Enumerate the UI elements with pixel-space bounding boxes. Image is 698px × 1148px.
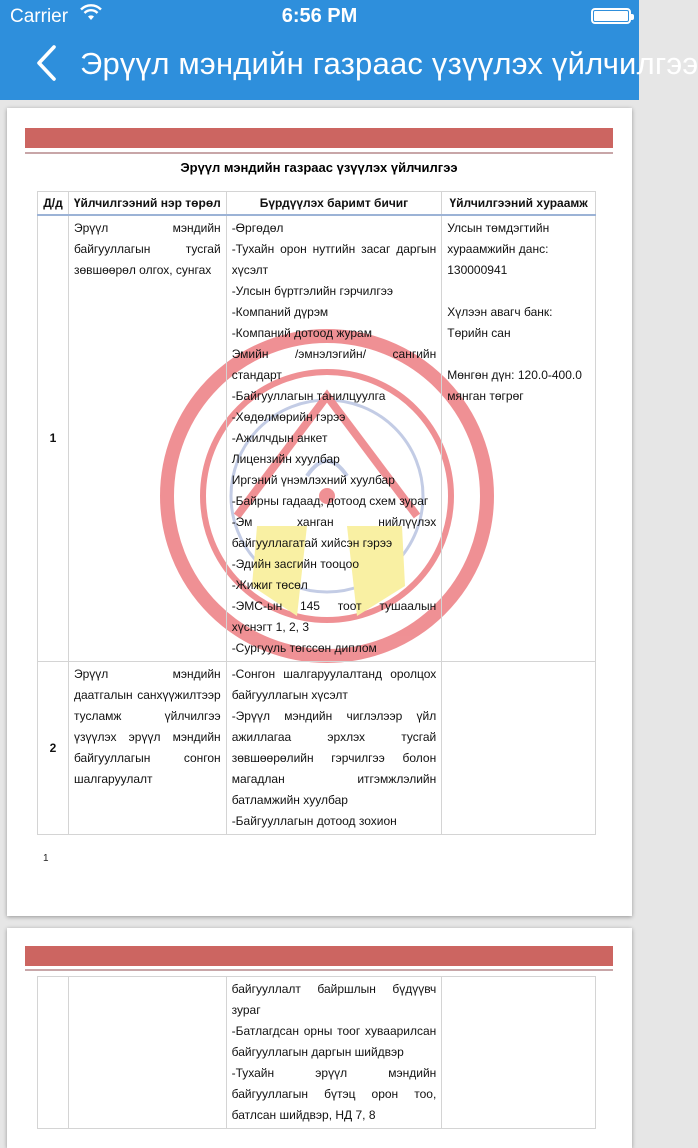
service-name: Эрүүл мэндийн даатгалын санхүүжилтээр тусламж үйлчилгээ үзүүлэх эрүүл мэндийн байгууллагын сонгон шалгаруулалт <box>68 662 226 835</box>
service-name <box>68 977 226 1129</box>
header-rule <box>25 969 613 971</box>
document-item: -Жижиг төсөл <box>231 578 308 592</box>
header-service: Үйлчилгээний нэр төрөл <box>68 192 226 216</box>
services-table <box>37 191 596 835</box>
carrier-label: Carrier <box>10 6 69 27</box>
navigation-header <box>0 0 698 100</box>
document-item: -Ажилчдын анкет <box>231 431 328 445</box>
fee-line: Хүлээн авагч банк: <box>447 305 553 319</box>
back-button[interactable] <box>34 44 74 88</box>
fee-info <box>442 215 596 662</box>
service-name: Эрүүл мэндийн байгууллагын тусгай зөвшөөрөл олгох, сунгах <box>68 215 226 662</box>
clock: 6:56 PM <box>281 5 358 27</box>
fee-info <box>442 662 596 835</box>
document-item: -Тухайн орон нутгийн засаг даргын хүсэлт <box>231 242 437 277</box>
services-table-continued <box>37 976 596 1129</box>
header-fee: Үйлчилгээний хураамж <box>442 192 596 216</box>
document-item: -Өргөдөл <box>231 221 284 235</box>
document-item: байгууллалт байршлын бүдүүвч зураг <box>231 982 437 1017</box>
header-rule <box>25 152 613 154</box>
header-documents: Бүрдүүлэх баримт бичиг <box>226 192 442 216</box>
document-item: -Сонгон шалгаруулалтанд оролцох байгууллагын хүсэлт <box>231 667 437 702</box>
fee-spacer <box>447 281 590 302</box>
document-item: -Эм ханган нийлүүлэх байгууллагатай хийсэн гэрээ <box>231 515 437 550</box>
header-band <box>25 946 613 966</box>
fee-line: Төрийн сан <box>447 326 511 340</box>
document-item: -Компаний дүрэм <box>231 305 329 319</box>
document-item: -Хөдөлмөрийн гэрээ <box>231 410 346 424</box>
document-item: -Сургууль төгссөн диплом <box>231 641 377 655</box>
nav-title: Эрүүл мэндийн газраас үзүүлэх үйлчилгээ <box>80 46 698 81</box>
document-item: -Улсын бүртгэлийн гэрчилгээ <box>231 284 393 298</box>
required-documents <box>226 662 442 835</box>
page-footnote: 1 <box>43 853 49 864</box>
document-item: -Байрны гадаад, дотоод схем зураг <box>231 494 429 508</box>
document-title: Эрүүл мэндийн газраас үзүүлэх үйлчилгээ <box>180 160 458 175</box>
chevron-left-icon <box>34 44 58 82</box>
document-page-1[interactable] <box>7 108 632 916</box>
document-item: -ЭМС-ын 145 тоот тушаалын хүснэгт 1, 2, 3 <box>231 599 437 634</box>
document-page-2[interactable] <box>7 928 632 1148</box>
nav-bar <box>0 32 698 100</box>
fee-spacer <box>447 344 590 365</box>
row-number: 2 <box>38 662 69 835</box>
document-item: Лицензийн хуулбар <box>231 452 340 466</box>
document-item: -Байгууллагын танилцуулга <box>231 389 386 403</box>
document-item: -Тухайн эрүүл мэндийн байгууллагын бүтэц орон тоо, батлсан шийдвэр, НД 7, 8 <box>231 1066 437 1122</box>
fee-line: Улсын төмдэгтийн хураамжийн данс: <box>447 221 550 256</box>
header-band <box>25 128 613 148</box>
fee-info <box>442 977 596 1129</box>
document-item: -Эрүүл мэндийн чиглэлээр үйл ажиллагаа эрхлэх тусгай зөвшөөрөлийн гэрчилгээ болон магадлан итгэмжлэлийн батламжийн хуулбар <box>231 709 437 807</box>
header-number: Д/д <box>38 192 69 216</box>
status-bar <box>0 0 639 32</box>
row-number: 1 <box>38 215 69 662</box>
document-item: -Эдийн засгийн тооцоо <box>231 557 359 571</box>
document-item: Эмийн /эмнэлэгийн/ сангийн стандарт <box>231 347 437 382</box>
table-row <box>38 215 596 662</box>
document-item: Иргэний үнэмлэхний хуулбар <box>231 473 395 487</box>
document-item: -Компаний дотоод журам <box>231 326 372 340</box>
document-item: -Байгууллагын дотоод зохион <box>231 814 397 828</box>
table-row <box>38 662 596 835</box>
table-row <box>38 977 596 1129</box>
battery-icon <box>591 8 631 24</box>
required-documents <box>226 215 442 662</box>
required-documents <box>226 977 442 1129</box>
row-number <box>38 977 69 1129</box>
document-item: -Батлагдсан орны тоог хуваарилсан байгууллагын даргын шийдвэр <box>231 1024 437 1059</box>
table-header-row <box>38 192 596 216</box>
fee-line: 130000941 <box>447 263 508 277</box>
fee-line: Мөнгөн дүн: 120.0-400.0 мянган төгрөг <box>447 368 582 403</box>
